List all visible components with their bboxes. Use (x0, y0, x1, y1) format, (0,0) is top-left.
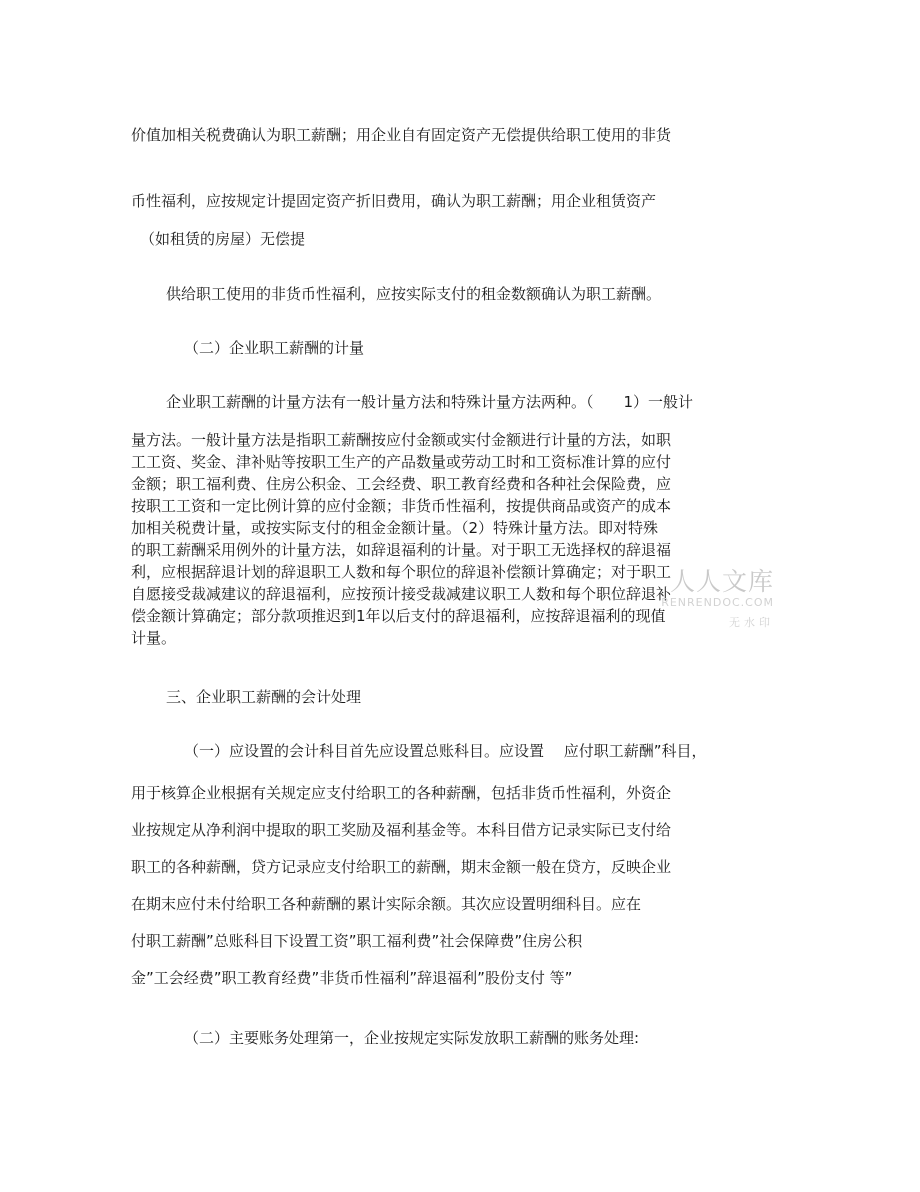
text-line-18: （一）应设置的会计科目首先应设置总账科目。应设置 应付职工薪酬”科目， (184, 742, 707, 760)
section-heading: 三、企业职工薪酬的会计处理 (166, 688, 362, 706)
watermark-main-text: 人人文库 (669, 567, 774, 596)
text-line-20: 业按规定从净利润中提取的职工奖励及福利基金等。本科目借方记录实际已支付给 (131, 821, 672, 839)
text-line-22: 在期末应付未付给职工各种薪酬的累计实际余额。其次应设置明细科目。应在 (131, 895, 642, 913)
text-line-24: 金”工会经费”职工教育经费”非货币性福利”辞退福利”股份支付 等” (131, 969, 573, 987)
text-line-7: 量方法。一般计量方法是指职工薪酬按应付金额或实付金额进行计量的方法，如职 (131, 431, 672, 449)
text-line-12: 的职工薪酬采用例外的计量方法，如辞退福利的计量。对于职工无选择权的辞退福 (131, 541, 672, 559)
text-line-10: 按职工工资和一定比例计算的应付金额；非货币性福利，按提供商品或资产的成本 (131, 497, 672, 515)
text-line-4: 供给职工使用的非货币性福利，应按实际支付的租金数额确认为职工薪酬。 (166, 285, 662, 303)
text-line-21: 职工的各种薪酬，贷方记录应支付给职工的薪酬，期末金额一般在贷方，反映企业 (131, 858, 672, 876)
section-heading: （二）企业职工薪酬的计量 (184, 339, 365, 357)
text-line-19: 用于核算企业根据有关规定应支付给职工的各种薪酬，包括非货币性福利，外资企 (131, 784, 672, 802)
text-line-11: 加相关税费计量，或按实际支付的租金金额计量。（2）特殊计量方法。即对特殊 (131, 519, 659, 537)
text-line-13: 利，应根据辞退计划的辞退职工人数和每个职位的辞退补偿额计算确定；对于职工 (131, 563, 672, 581)
section-heading: （二）主要账务处理第一，企业按规定实际发放职工薪酬的账务处理: (184, 1029, 640, 1047)
watermark-logo (654, 562, 774, 642)
text-line-8: 工工资、奖金、津补贴等按职工生产的产品数量或劳动工时和工资标准计算的应付 (131, 453, 672, 471)
watermark-url: RENRENDOC.COM (661, 596, 774, 609)
text-line-9: 金额；职工福利费、住房公积金、工会经费、职工教育经费和各种社会保险费，应 (131, 475, 672, 493)
text-line-6: 企业职工薪酬的计量方法有一般计量方法和特殊计量方法两种。（ 1）一般计 (166, 393, 694, 411)
text-line-14: 自愿接受裁减建议的辞退福利，应按预计接受裁减建议职工人数和每个职位辞退补 (131, 585, 672, 603)
watermark-tag: 无水印 (729, 616, 774, 629)
text-line-2: 币性福利，应按规定计提固定资产折旧费用，确认为职工薪酬；用企业租赁资产 (131, 192, 657, 210)
text-line-16: 计量。 (131, 629, 177, 647)
text-line-1: 价值加相关税费确认为职工薪酬；用企业自有固定资产无偿提供给职工使用的非货 (131, 126, 672, 144)
text-line-15: 偿金额计算确定；部分款项推迟到1年以后支付的辞退福利，应按辞退福利的现值 (131, 607, 666, 625)
text-line-23: 付职工薪酬”总账科目下设置工资”职工福利费”社会保障费”住房公积 (131, 932, 583, 950)
text-line-3: （如租赁的房屋）无偿提 (140, 230, 306, 248)
